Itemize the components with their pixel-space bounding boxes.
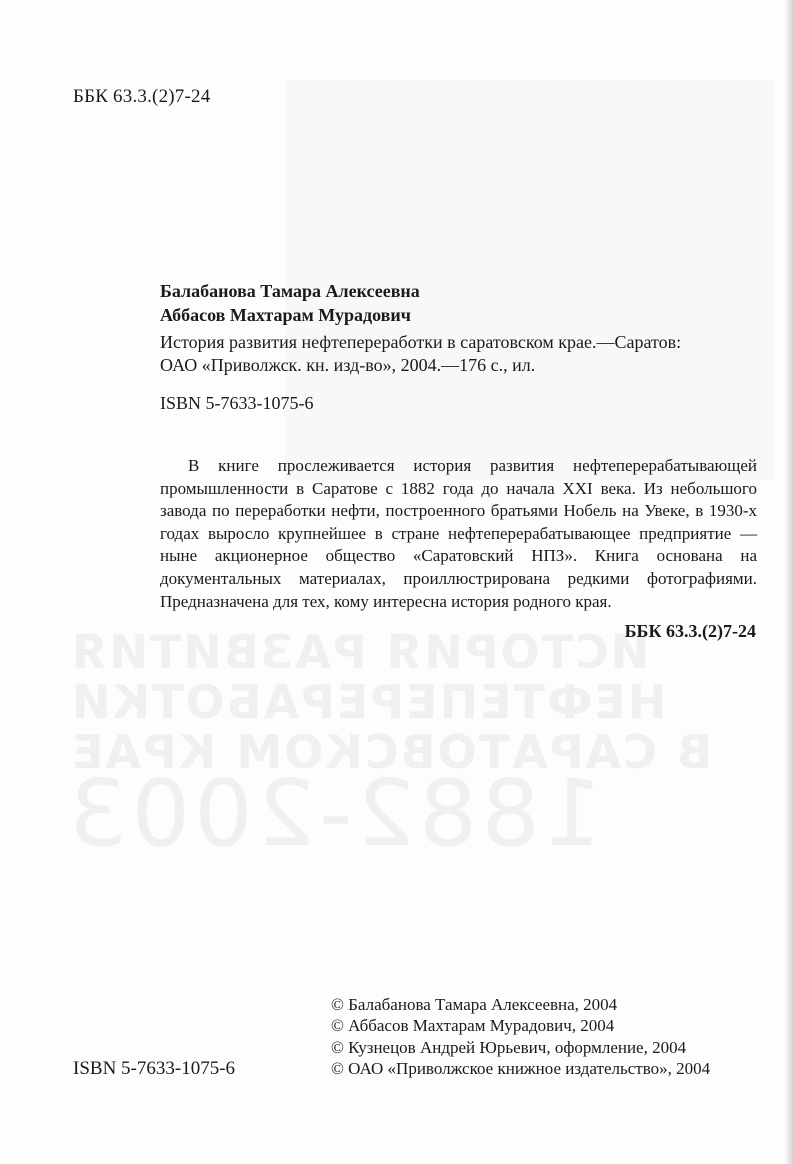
bleed-through-text: ИСТОРИЯ РАЗВИТИЯ	[70, 625, 650, 679]
copyright-line: © Кузнецов Андрей Юрьевич, оформление, 2004	[331, 1037, 687, 1057]
copyright-list	[331, 994, 710, 1079]
bbk-code-right: ББК 63.3.(2)7-24	[624, 621, 756, 641]
abstract-paragraph: В книге прослеживается история развития нефтеперерабатывающей промышленности в Саратове с 1882 года до начала XXI века. Из небольшого завода по переработки нефти, построенного братьями Нобель на Увеке, в 1930-х годах выросло крупнейшее в стране нефтеперерабатывающее предприятие — ныне акционерное общество «Саратовский НПЗ». Книга основана на документальных материалах, проиллюстрирована редкими фотографиями. Предназначена для тех, кому интересна история родного края.	[160, 456, 757, 611]
bleed-through-text: НЕФТЕПЕРЕРАБОТКИ	[70, 675, 667, 729]
copyright-line: © ОАО «Приволжское книжное издательство», 2004	[331, 1058, 711, 1078]
authors-block	[160, 279, 420, 327]
author-name: Аббасов Махтарам Мурадович	[160, 305, 411, 325]
isbn-record: ISBN 5-7633-1075-6	[160, 393, 314, 413]
bbk-code-top: ББК 63.3.(2)7-24	[73, 86, 211, 107]
isbn-footer: ISBN 5-7633-1075-6	[73, 1058, 236, 1079]
copyright-line: © Аббасов Махтарам Мурадович, 2004	[331, 1016, 615, 1036]
author-name: Балабанова Тамара Алексеевна	[160, 281, 420, 301]
citation-line: История развития нефтепереработки в саратовском крае.—Саратов:	[160, 332, 682, 352]
page-edge-shadow	[784, 0, 794, 1164]
bibliographic-citation	[160, 331, 681, 377]
citation-line: ОАО «Приволжск. кн. изд-во», 2004.—176 с., ил.	[160, 355, 536, 375]
copyright-line: © Балабанова Тамара Алексеевна, 2004	[331, 995, 618, 1014]
bleed-through-text: 1882-2003	[65, 760, 603, 867]
bleed-through-text: В САРАТОВСКОМ КРАЕ	[70, 725, 712, 779]
